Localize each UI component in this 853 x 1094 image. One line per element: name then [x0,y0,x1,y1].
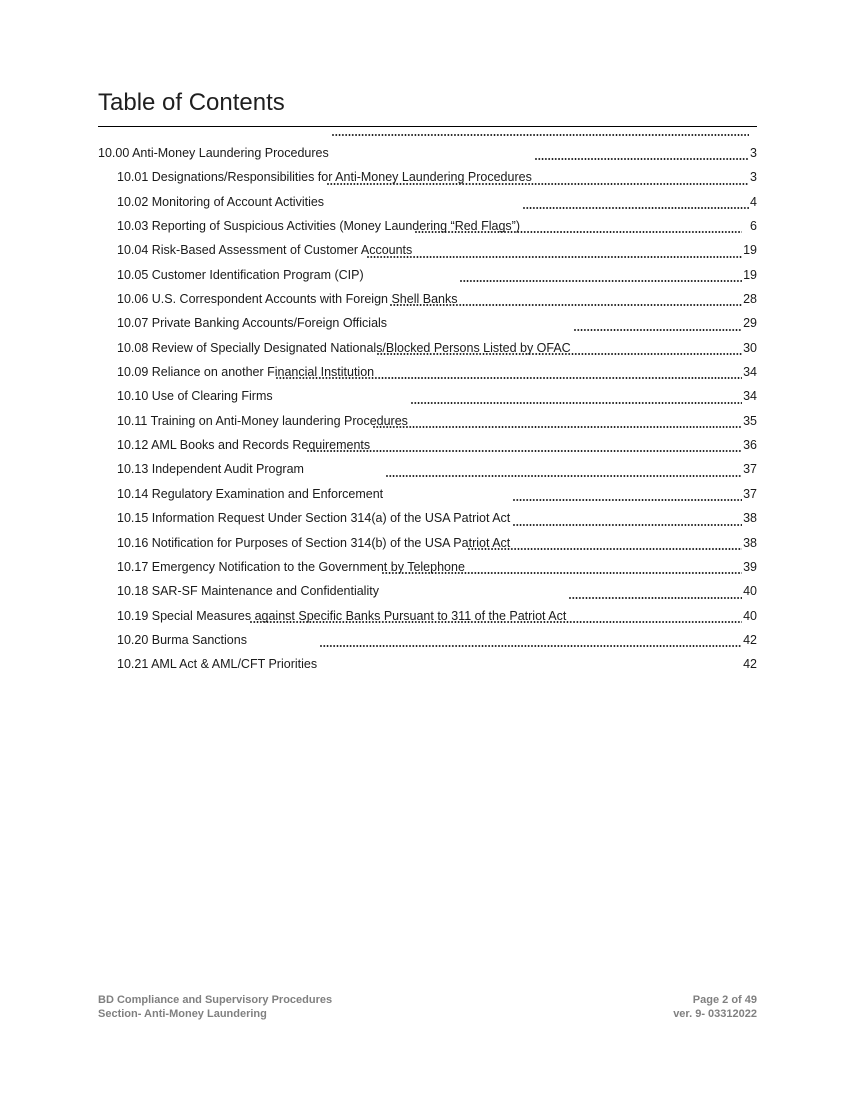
toc-entry[interactable] [98,631,757,655]
toc-entry-page: 6 [750,219,757,234]
toc-entry[interactable] [98,168,757,192]
toc-entry-label: 10.19 Special Measures against Specific Banks Pursuant to 311 of the Patriot Act [117,608,567,623]
toc-entry[interactable] [98,241,757,265]
toc-entry[interactable] [98,314,757,338]
toc-entry[interactable] [98,534,757,558]
toc-entry-page: 4 [750,194,757,209]
toc-entry-page: 3 [750,170,757,185]
toc-entry-label: 10.00 Anti-Money Laundering Procedures [98,146,329,160]
toc-entry-label: 10.02 Monitoring of Account Activities [117,194,325,209]
toc-entry-label: 10.10 Use of Clearing Firms [117,389,273,404]
toc-entry-page: 38 [743,535,757,550]
toc-entry-page: 40 [743,608,757,623]
toc-entry[interactable] [98,217,757,241]
toc-entry[interactable] [98,339,757,363]
page-footer [98,994,757,1021]
toc-entry-page: 35 [743,413,757,428]
toc-entry-label: 10.15 Information Request Under Section 314(a) of the USA Patriot Act [117,511,511,526]
toc-entry[interactable] [98,193,757,217]
title-underline [98,126,757,127]
toc-entry-label: 10.01 Designations/Responsibilities for Anti-Money Laundering Procedures [117,170,532,185]
page-content [98,0,757,680]
toc-entry-page: 37 [743,462,757,477]
toc-entry[interactable] [98,607,757,631]
footer-page-number: Page 2 of 49 [692,994,757,1006]
footer-left-block [98,994,332,1021]
toc-entry-label: 10.06 U.S. Correspondent Accounts with Foreign Shell Banks [117,292,458,307]
toc-entry-label: 10.07 Private Banking Accounts/Foreign Officials [117,316,388,331]
toc-entry[interactable] [98,266,757,290]
footer-version: ver. 9- 03312022 [673,1007,757,1020]
toc-entry-page: 3 [750,146,757,160]
toc-entry[interactable] [98,363,757,387]
toc-entry-page: 36 [743,438,757,453]
toc-entry-page: 34 [743,365,757,380]
toc-entry-page: 42 [743,657,757,672]
toc-entry-page: 40 [743,584,757,599]
toc-entry-page: 19 [743,267,757,282]
toc-entry-label: 10.20 Burma Sanctions [117,632,247,647]
toc-entry[interactable] [98,582,757,606]
toc-entry-label: 10.14 Regulatory Examination and Enforcement [117,486,384,501]
toc-entry-page: 34 [743,389,757,404]
toc-entry-label: 10.16 Notification for Purposes of Section 314(b) of the USA Patriot Act [117,535,511,550]
toc-entry[interactable] [98,412,757,436]
toc-entry-label: 10.21 AML Act & AML/CFT Priorities [117,657,318,672]
toc-entry[interactable] [98,558,757,582]
toc-entry-label: 10.05 Customer Identification Program (CIP) [117,267,364,282]
toc-entry[interactable] [98,485,757,509]
toc-entry[interactable] [98,144,757,168]
toc-entry-page: 30 [743,340,757,355]
footer-right-block [673,994,757,1021]
toc-entry-page: 37 [743,486,757,501]
toc-entry[interactable] [98,290,757,314]
toc-entry-label: 10.13 Independent Audit Program [117,462,304,477]
toc-entry-page: 19 [743,243,757,258]
toc-entry-page: 39 [743,559,757,574]
toc-entry[interactable] [98,509,757,533]
footer-section-label: Section- Anti-Money Laundering [98,1007,267,1020]
toc-entry-label: 10.04 Risk-Based Assessment of Customer Accounts [117,243,413,258]
page-title: Table of Contents [98,89,285,116]
toc-entry-page: 29 [743,316,757,331]
toc-entry-page: 28 [743,292,757,307]
toc-entry-label: 10.17 Emergency Notification to the Government by Telephone [117,559,465,574]
toc-entry-label: 10.11 Training on Anti-Money laundering Procedures [117,413,408,428]
footer-doc-title: BD Compliance and Supervisory Procedures [98,994,333,1006]
toc-list [98,144,757,680]
toc-entry[interactable] [98,387,757,411]
toc-entry-page: 42 [743,632,757,647]
toc-entry-label: 10.18 SAR-SF Maintenance and Confidentiality [117,584,379,599]
toc-entry[interactable] [98,460,757,484]
toc-entry-page: 38 [743,511,757,526]
toc-entry-label: 10.03 Reporting of Suspicious Activities (Money Laundering “Red Flags”) [117,219,520,234]
toc-entry-label: 10.09 Reliance on another Financial Institution [117,365,375,380]
toc-entry[interactable] [98,436,757,460]
toc-entry-label: 10.12 AML Books and Records Requirements [117,438,371,453]
toc-entry-label: 10.08 Review of Specially Designated Nationals/Blocked Persons Listed by OFAC [117,340,571,355]
toc-entry[interactable] [98,655,757,679]
